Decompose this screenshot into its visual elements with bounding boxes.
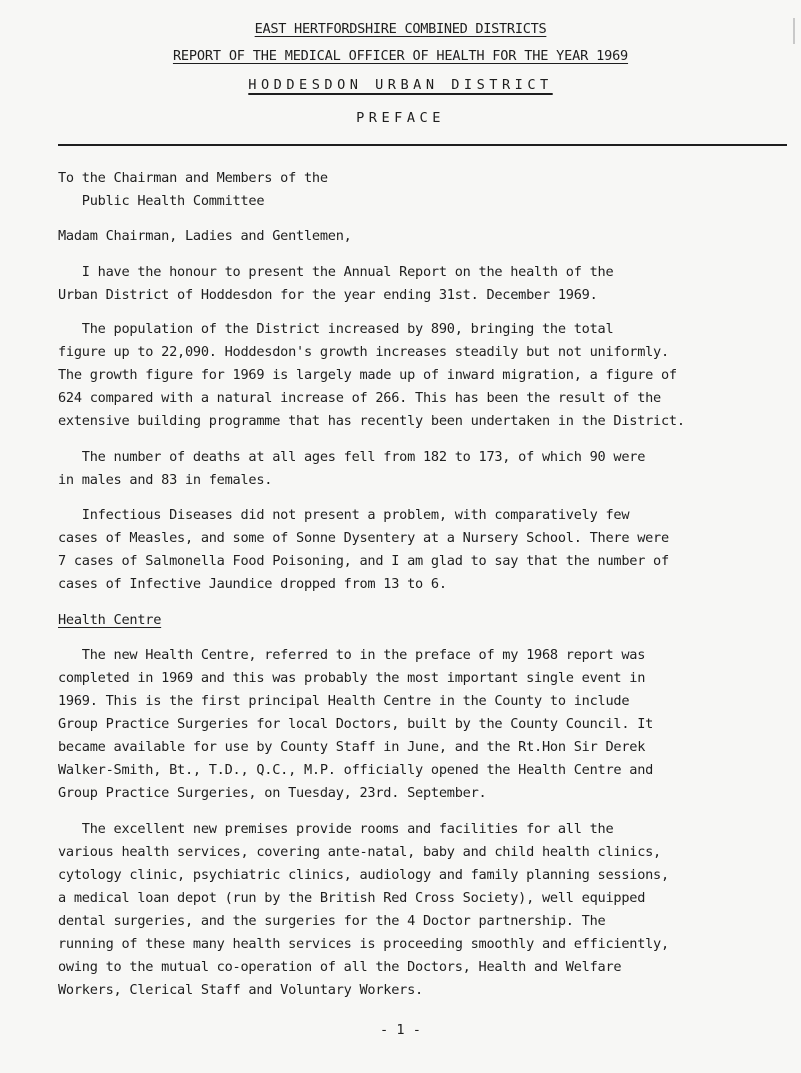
paragraph-line: The excellent new premises provide rooms and facilities for all the xyxy=(58,821,614,837)
address-line: To the Chairman and Members of the xyxy=(58,170,328,186)
paragraph-line: 624 compared with a natural increase of 266. This has been the result of the xyxy=(58,390,661,406)
paragraph-line: became available for use by County Staff in June, and the Rt.Hon Sir Derek xyxy=(58,739,646,755)
paragraph-line: 1969. This is the first principal Health Centre in the County to include xyxy=(58,693,630,709)
paragraph-line: figure up to 22,090. Hoddesdon's growth increases steadily but not uniformly. xyxy=(58,344,669,360)
urban-district-heading: HODDESDON URBAN DISTRICT xyxy=(248,77,553,93)
address-line: Public Health Committee xyxy=(58,193,265,209)
salutation: Madam Chairman, Ladies and Gentlemen, xyxy=(58,228,352,244)
paragraph-line: completed in 1969 and this was probably the most important single event in xyxy=(58,670,646,686)
health-centre-subheading: Health Centre xyxy=(58,612,162,628)
paragraph-line: 7 cases of Salmonella Food Poisoning, and I am glad to say that the number of xyxy=(58,553,669,569)
paragraph-line: in males and 83 in females. xyxy=(58,472,273,488)
paragraph-line: The new Health Centre, referred to in the preface of my 1968 report was xyxy=(58,647,646,663)
paragraph-line: Urban District of Hoddesdon for the year ending 31st. December 1969. xyxy=(58,287,598,303)
paragraph-line: dental surgeries, and the surgeries for the 4 Doctor partnership. The xyxy=(58,913,606,929)
paragraph-line: cases of Measles, and some of Sonne Dysentery at a Nursery School. There were xyxy=(58,530,669,546)
paragraph-line: a medical loan depot (run by the British Red Cross Society), well equipped xyxy=(58,890,646,906)
paragraph-line: various health services, covering ante-natal, baby and child health clinics, xyxy=(58,844,661,860)
paragraph-line: I have the honour to present the Annual Report on the health of the xyxy=(58,264,614,280)
paragraph-line: The growth figure for 1969 is largely made up of inward migration, a figure of xyxy=(58,367,677,383)
paragraph-line: Infectious Diseases did not present a problem, with comparatively few xyxy=(58,507,630,523)
paragraph-line: Group Practice Surgeries for local Doctors, built by the County Council. It xyxy=(58,716,654,732)
page-number: - 1 - xyxy=(380,1022,421,1038)
horizontal-rule xyxy=(58,144,787,146)
paragraph-line: The number of deaths at all ages fell from 182 to 173, of which 90 were xyxy=(58,449,646,465)
paragraph-line: owing to the mutual co-operation of all the Doctors, Health and Welfare xyxy=(58,959,622,975)
district-title: EAST HERTFORDSHIRE COMBINED DISTRICTS xyxy=(254,21,547,37)
paragraph-line: Workers, Clerical Staff and Voluntary Workers. xyxy=(58,982,423,998)
paragraph-line: The population of the District increased by 890, bringing the total xyxy=(58,321,614,337)
paragraph-line: cytology clinic, psychiatric clinics, audiology and family planning sessions, xyxy=(58,867,669,883)
report-title: REPORT OF THE MEDICAL OFFICER OF HEALTH FOR THE YEAR 1969 xyxy=(172,48,629,64)
preface-heading: PREFACE xyxy=(356,110,445,126)
paragraph-line: cases of Infective Jaundice dropped from 13 to 6. xyxy=(58,576,447,592)
paragraph-line: Group Practice Surgeries, on Tuesday, 23rd. September. xyxy=(58,785,487,801)
paragraph-line: extensive building programme that has recently been undertaken in the District. xyxy=(58,413,685,429)
paragraph-line: running of these many health services is proceeding smoothly and efficiently, xyxy=(58,936,669,952)
scan-edge-mark xyxy=(793,18,795,44)
paragraph-line: Walker-Smith, Bt., T.D., Q.C., M.P. officially opened the Health Centre and xyxy=(58,762,654,778)
